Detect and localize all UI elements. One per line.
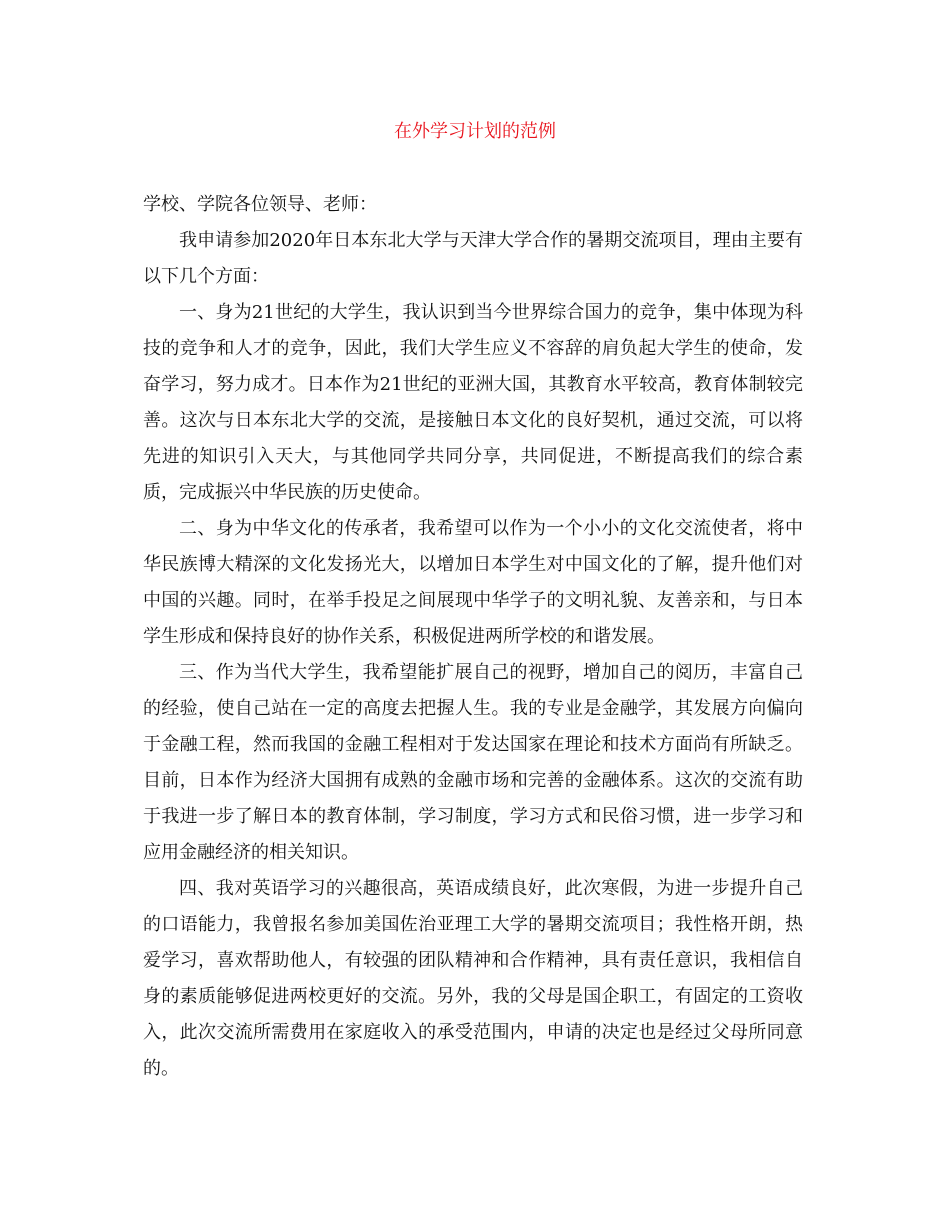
paragraph-reason-3: 三、作为当代大学生，我希望能扩展自己的视野，增加自己的阅历，丰富自己的经验，使自己站在一定的高度去把握人生。我的专业是金融学，其发展方向偏向于金融工程，然而我国的金融工程相对于发达国家在理论和技术方面尚有所缺乏。目前，日本作为经济大国拥有成熟的金融市场和完善的金融体系。这次的交流有助于我进一步了解日本的教育体制，学习制度，学习方式和民俗习惯，进一步学习和应用金融经济的相关知识。 <box>143 662 803 863</box>
salutation: 学校、学院各位领导、老师： <box>143 194 377 215</box>
paragraph-reason-2: 二、身为中华文化的传承者，我希望可以作为一个小小的文化交流使者，将中华民族博大精深的文化发扬光大，以增加日本学生对中国文化的了解，提升他们对中国的兴趣。同时，在举手投足之间展现中华学子的文明礼貌、友善亲和，与日本学生形成和保持良好的协作关系，积极促进两所学校的和谐发展。 <box>143 518 803 647</box>
document-title: 在外学习计划的范例 <box>394 121 556 142</box>
document-body <box>143 187 803 1087</box>
paragraph-reason-4: 四、我对英语学习的兴趣很高，英语成绩良好，此次寒假，为进一步提升自己的口语能力，我曾报名参加美国佐治亚理工大学的暑期交流项目；我性格开朗，热爱学习，喜欢帮助他人，有较强的团队精神和合作精神，具有责任意识，我相信自身的素质能够促进两校更好的交流。另外，我的父母是国企职工，有固定的工资收入，此次交流所需费用在家庭收入的承受范围内，申请的决定也是经过父母所同意的。 <box>143 878 803 1079</box>
paragraph-reason-1: 一、身为21世纪的大学生，我认识到当今世界综合国力的竞争，集中体现为科技的竞争和人才的竞争，因此，我们大学生应义不容辞的肩负起大学生的使命，发奋学习，努力成才。日本作为21世纪的亚洲大国，其教育水平较高，教育体制较完善。这次与日本东北大学的交流，是接触日本文化的良好契机，通过交流，可以将先进的知识引入天大，与其他同学共同分享，共同促进，不断提高我们的综合素质，完成振兴中华民族的历史使命。 <box>143 302 803 503</box>
paragraph-intro: 我申请参加2020年日本东北大学与天津大学合作的暑期交流项目，理由主要有以下几个方面： <box>143 230 803 287</box>
